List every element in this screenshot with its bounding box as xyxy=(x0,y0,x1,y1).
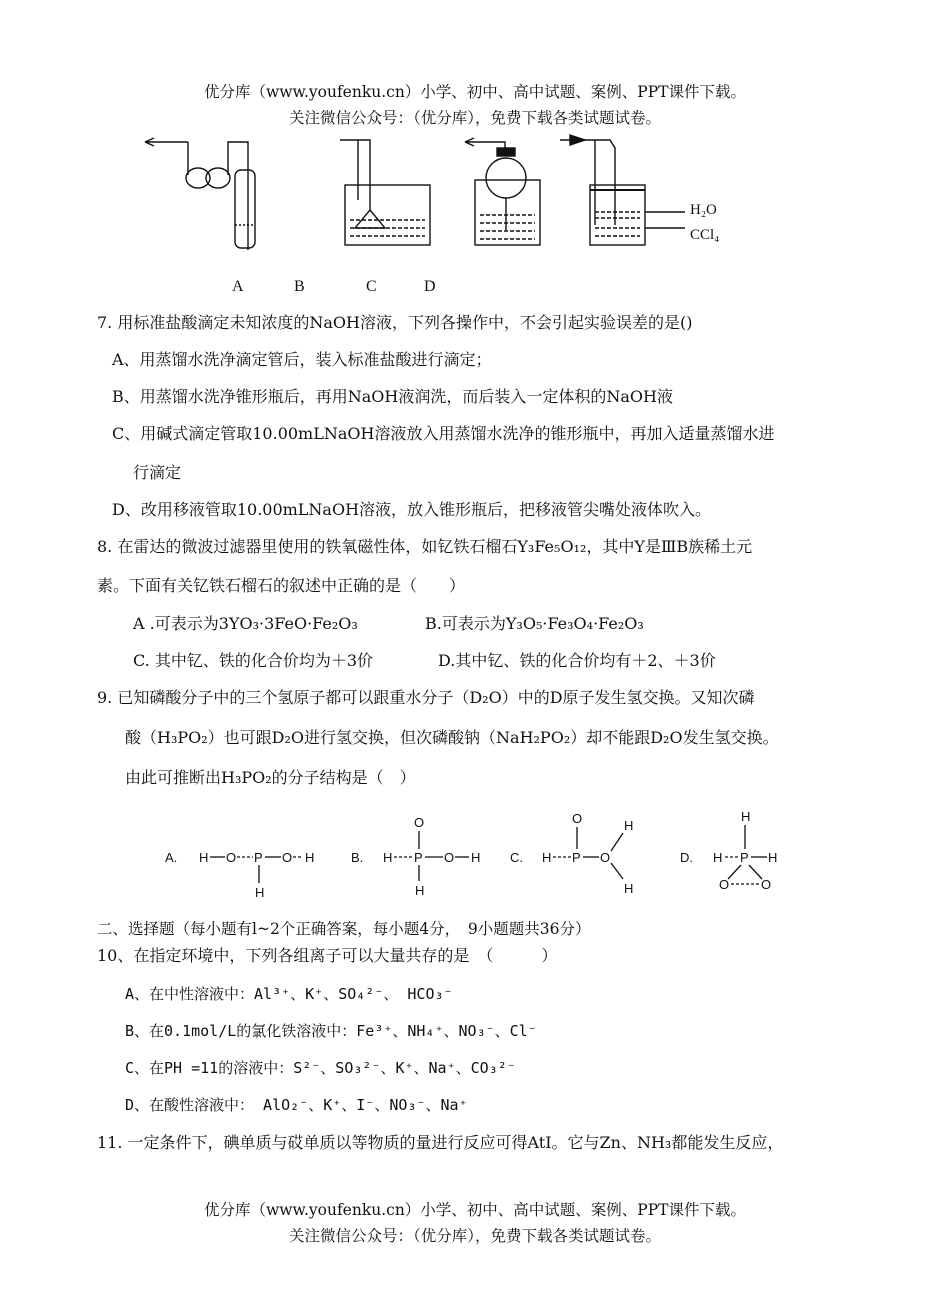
svg-text:H: H xyxy=(741,809,751,824)
svg-text:H: H xyxy=(305,850,315,865)
q10-stem: 10、在指定环境中，下列各组离子可以大量共存的是 （ ） xyxy=(97,946,558,965)
label-ccl4: CCl₄ xyxy=(690,227,720,243)
q10-option-d: D、在酸性溶液中： AlO₂⁻、K⁺、I⁻、NO₃⁻、Na⁺ xyxy=(125,1096,468,1114)
apparatus-c xyxy=(465,138,540,245)
q10-option-a: A、在中性溶液中：Al³⁺、K⁺、SO₄²⁻、 HCO₃⁻ xyxy=(125,985,453,1003)
apparatus-label-d: D xyxy=(424,278,436,295)
svg-text:H: H xyxy=(624,881,634,896)
svg-text:A.: A. xyxy=(165,850,178,865)
label-h2o: H₂O xyxy=(690,202,717,218)
q10-option-b: B、在0.1mol/L的氯化铁溶液中：Fe³⁺、NH₄⁺、NO₃⁻、Cl⁻ xyxy=(125,1022,537,1040)
svg-text:P: P xyxy=(414,850,423,865)
svg-text:H: H xyxy=(255,885,265,900)
svg-text:O: O xyxy=(719,877,730,892)
q8-option-d: D.其中钇、铁的化合价均有＋2、＋3价 xyxy=(438,651,716,670)
svg-text:C.: C. xyxy=(510,850,523,865)
svg-text:P: P xyxy=(254,850,263,865)
svg-text:H: H xyxy=(542,850,552,865)
header-line-2: 关注微信公众号：（优分库），免费下载各类试题试卷。 xyxy=(288,109,661,127)
apparatus-label-c: C xyxy=(366,278,377,295)
q8-stem-line1: 8. 在雷达的微波过滤器里使用的铁氧磁性体，如钇铁石榴石Y₃Fe₅O₁₂，其中Y是ⅢB族稀土元 xyxy=(97,537,753,556)
apparatus-label-b: B xyxy=(294,278,305,295)
svg-text:H: H xyxy=(383,850,393,865)
footer-line-2: 关注微信公众号：（优分库），免费下载各类试题试卷。 xyxy=(288,1227,661,1245)
q9-stem-line3: 由此可推断出H₃PO₂的分子结构是（ ） xyxy=(125,768,416,787)
svg-text:O: O xyxy=(414,815,425,830)
apparatus-a xyxy=(145,138,255,250)
svg-text:H: H xyxy=(713,850,723,865)
svg-text:O: O xyxy=(282,850,293,865)
structure-d xyxy=(680,809,777,892)
q9-stem-line2: 酸（H₃PO₂）也可跟D₂O进行氢交换，但次磷酸钠（NaH₂PO₂）却不能跟D₂O发生氢交换。 xyxy=(125,728,779,747)
structure-c xyxy=(510,811,633,896)
q11-stem: 11. 一定条件下，碘单质与砹单质以等物质的量进行反应可得AtI。它与Zn、NH₃都能发生反应， xyxy=(97,1133,784,1152)
svg-text:P: P xyxy=(740,850,749,865)
q8-option-a: A .可表示为3YO₃·3FeO·Fe₂O₃ xyxy=(133,614,358,633)
footer-line-1: 优分库（www.youfenku.cn）小学、初中、高中试题、案例、PPT课件下载。 xyxy=(203,1201,747,1219)
q8-option-b: B.可表示为Y₃O₅·Fe₃O₄·Fe₂O₃ xyxy=(425,614,644,633)
q10-option-c: C、在PH =11的溶液中：S²⁻、SO₃²⁻、K⁺、Na⁺、CO₃²⁻ xyxy=(125,1059,516,1077)
svg-text:O: O xyxy=(444,850,455,865)
q7-option-c-line1: C、用碱式滴定管取10.00mLNaOH溶液放入用蒸馏水洗净的锥形瓶中，再加入适量蒸馏水进 xyxy=(112,424,775,443)
apparatus-d xyxy=(560,135,685,245)
svg-text:D.: D. xyxy=(680,850,693,865)
apparatus-figure xyxy=(140,130,760,255)
q8-option-c: C. 其中钇、铁的化合价均为＋3价 xyxy=(133,651,374,670)
q7-stem: 7. 用标准盐酸滴定未知浓度的NaOH溶液，下列各操作中，不会引起实验误差的是() xyxy=(97,313,693,332)
svg-text:H: H xyxy=(415,883,425,898)
structures-figure xyxy=(155,805,795,905)
q9-stem-line1: 9. 已知磷酸分子中的三个氢原子都可以跟重水分子（D₂O）中的D原子发生氢交换。又知次磷 xyxy=(97,688,755,707)
svg-text:B.: B. xyxy=(351,850,364,865)
apparatus-label-a: A xyxy=(232,278,244,295)
header-line-1: 优分库（www.youfenku.cn）小学、初中、高中试题、案例、PPT课件下载。 xyxy=(203,83,747,101)
svg-text:O: O xyxy=(600,850,611,865)
apparatus-b xyxy=(340,140,430,245)
svg-text:H: H xyxy=(624,818,634,833)
q8-stem-line2: 素。下面有关钇铁石榴石的叙述中正确的是（ ） xyxy=(97,576,466,595)
structure-a xyxy=(165,850,314,900)
structure-b xyxy=(351,815,480,898)
svg-text:H: H xyxy=(768,850,778,865)
q7-option-b: B、用蒸馏水洗净锥形瓶后，再用NaOH液润洗，而后装入一定体积的NaOH液 xyxy=(112,387,673,406)
svg-text:P: P xyxy=(572,850,581,865)
svg-text:H: H xyxy=(471,850,481,865)
svg-text:O: O xyxy=(226,850,237,865)
svg-text:H: H xyxy=(199,850,209,865)
svg-text:O: O xyxy=(761,877,772,892)
svg-text:O: O xyxy=(572,811,583,826)
q7-option-c-line2: 行滴定 xyxy=(133,463,182,482)
q7-option-d: D、改用移液管取10.00mLNaOH溶液，放入锥形瓶后，把移液管尖嘴处液体吹入。 xyxy=(112,500,712,519)
q7-option-a: A、用蒸馏水洗净滴定管后，装入标准盐酸进行滴定； xyxy=(112,350,492,369)
section-2-title: 二、选择题（每小题有l~2个正确答案，每小题4分， 9小题题共36分） xyxy=(97,920,591,938)
